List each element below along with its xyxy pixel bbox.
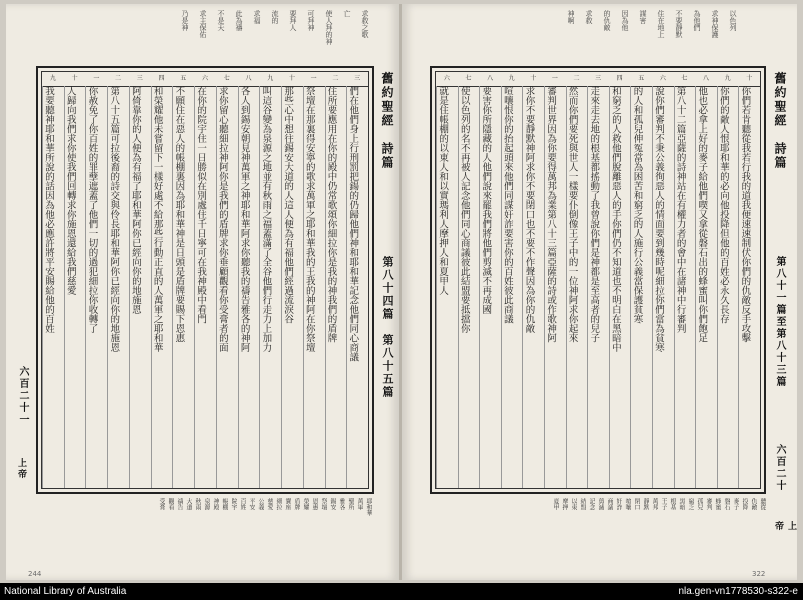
- ruby-gloss: 閉口: [633, 498, 640, 510]
- text-column: [630, 86, 652, 488]
- text-column: [695, 86, 717, 488]
- top-note: 住在地上: [657, 10, 665, 38]
- line-number: 三: [595, 75, 602, 82]
- text-column: [129, 86, 151, 488]
- column-text: 和榮耀他未嘗留下一樣好處不給那些行動正直的人萬軍之耶和華: [151, 86, 163, 352]
- right-text-columns: [436, 86, 760, 488]
- line-number: 十: [71, 75, 78, 82]
- ruby-gloss: 秋雨: [194, 498, 201, 510]
- ruby-gloss: 仇敵: [750, 498, 757, 510]
- column-text: 求你不要靜默神阿求你不要閉口也不要不作聲因為你的仇敵: [523, 86, 535, 333]
- line-number: 三: [354, 75, 361, 82]
- top-note: 亡: [343, 10, 351, 17]
- top-note: 使人拜的神: [325, 10, 333, 45]
- line-number: 八: [245, 75, 252, 82]
- right-page-number-col: [406, 66, 428, 494]
- left-title-col: [375, 66, 397, 494]
- ruby-gloss: 萬邦: [651, 498, 658, 510]
- text-column: [281, 86, 303, 488]
- column-text: 在你的院宇住一日勝似在別處住千日寧可在我神殿中看門: [195, 86, 207, 324]
- ruby-gloss: 靜默: [642, 498, 649, 510]
- column-text: 人歸向我們求你使我們回轉求你施恩還給我們慈愛: [64, 86, 76, 295]
- ruby-gloss: 孤兒: [696, 498, 703, 510]
- column-text: 求你留心聽細拉神阿你是我們的盾牌求你垂顧觀看你受膏者的面: [216, 86, 228, 352]
- left-number-row: [42, 72, 368, 87]
- column-text: 的人和孤兒伸冤當為困苦和窮乏的人施行公義當保護貧寒: [631, 86, 643, 324]
- text-column: [609, 86, 631, 488]
- column-text: 要害你所隱藏的人他們說來罷我們將他們剪滅不再成國: [480, 86, 492, 314]
- line-number: 三: [136, 75, 143, 82]
- footer-left-text: National Library of Australia: [4, 586, 127, 597]
- line-number: 四: [616, 75, 623, 82]
- ruby-gloss: 結盟: [579, 498, 586, 510]
- right-page-number: 六百二十: [774, 444, 785, 492]
- ruby-gloss: 百姓: [239, 498, 246, 510]
- ruby-gloss: 麥子: [732, 498, 739, 510]
- ruby-gloss: 禱告: [176, 498, 183, 510]
- top-note: 不要靜默: [675, 10, 683, 38]
- ruby-gloss: 剪滅: [597, 498, 604, 510]
- left-text-columns: [42, 86, 368, 488]
- column-text: 住所要應用在你的殿中仍常歌頌你細拉你是我的神我們的盾牌: [325, 86, 337, 343]
- column-text: 你們的敵人恨耶和華的必向他投降但他的百姓必永久長存: [717, 86, 729, 324]
- line-number: 七: [465, 75, 472, 82]
- ruby-gloss: 王子: [660, 498, 667, 510]
- ruby-gloss: 錫安: [329, 498, 336, 510]
- left-ruby-strip: [42, 498, 372, 554]
- text-column: [522, 86, 544, 488]
- top-note: 乃是神: [181, 10, 189, 31]
- text-column: [566, 86, 588, 488]
- footer-right-text: nla.gen-vn1778530-s322-e: [678, 586, 798, 597]
- ruby-gloss: 以東: [570, 498, 577, 510]
- text-column: [238, 86, 260, 488]
- text-column: [151, 86, 173, 488]
- line-number: 七: [681, 75, 688, 82]
- ruby-gloss: 萬軍: [356, 498, 363, 510]
- line-number: 一: [551, 75, 558, 82]
- ruby-gloss: 慈愛: [266, 498, 273, 510]
- ruby-gloss: 聖所: [347, 498, 354, 510]
- left-chapter: 第八十四篇 第八十五篇: [381, 256, 394, 399]
- line-number: 四: [158, 75, 165, 82]
- top-note: 此為禱: [235, 10, 243, 31]
- right-handwritten-number: 322: [752, 570, 766, 578]
- line-number: 九: [267, 75, 274, 82]
- column-text: 就是住帳棚的以東人和以實瑪利人摩押人和夏甲人: [437, 86, 449, 295]
- ruby-gloss: 盾牌: [293, 498, 300, 510]
- ruby-gloss: 耶和華: [365, 498, 372, 516]
- ruby-gloss: 磐石: [723, 498, 730, 510]
- top-note: 求福: [253, 10, 261, 24]
- left-page-number: 六百二十一: [17, 366, 28, 426]
- line-number: 一: [93, 75, 100, 82]
- column-text: 你赦免了你百姓的罪孽遮蓋了他們一切的過犯細拉你收轉了: [86, 86, 98, 333]
- line-number: 二: [115, 75, 122, 82]
- top-note: 流的: [271, 10, 279, 24]
- right-title-col: [768, 66, 796, 532]
- text-column: [64, 86, 86, 488]
- column-text: 喧嚷恨你的抬起頭來他們同謀奸詐要害你的百姓彼此商議: [501, 86, 513, 324]
- text-column: [479, 86, 501, 488]
- top-note: 神啊: [567, 10, 575, 24]
- text-column: [42, 86, 64, 488]
- text-column: [652, 86, 674, 488]
- right-number-row: [436, 72, 760, 87]
- top-note: 求救: [585, 10, 593, 24]
- line-number: 一: [310, 75, 317, 82]
- ruby-gloss: 神殿: [212, 498, 219, 510]
- line-number: 十: [288, 75, 295, 82]
- line-number: 九: [49, 75, 56, 82]
- ruby-gloss: 榮耀: [302, 498, 309, 510]
- ruby-gloss: 大道: [185, 498, 192, 510]
- column-text: 使以色列的名不再被人記念他們同心商議彼此結盟要抵擋你: [458, 86, 470, 333]
- column-text: 叫這谷變為泉源之地並有秋雨之福蓋滿了全谷他們行走力上加力: [260, 86, 272, 352]
- column-text: 說你們審判不秉公義徇惡人的情面要到幾時呢細拉你們當為貧寒: [653, 86, 665, 352]
- top-note: 不是天: [217, 10, 225, 31]
- left-title: 舊約聖經 詩篇: [380, 72, 394, 170]
- text-column: [458, 86, 480, 488]
- text-column: [85, 86, 107, 488]
- right-ruby-strip: [436, 498, 766, 554]
- text-column: [717, 86, 739, 488]
- ruby-gloss: 寶座: [284, 498, 291, 510]
- right-section: 上帝: [773, 521, 796, 532]
- column-text: 祭壇在那裏得安寧的歌求萬軍之耶和華我的王我的神阿在你祭壇: [303, 86, 315, 352]
- text-column: [194, 86, 216, 488]
- ruby-gloss: 恩惠: [311, 498, 318, 510]
- ruby-gloss: 審判: [705, 498, 712, 510]
- left-page-number-col: [12, 66, 34, 494]
- column-text: 那些心中想往錫安大道的人這人便為有福他們經過流淚谷: [282, 86, 294, 324]
- text-column: [107, 86, 129, 488]
- ruby-gloss: 觀看: [167, 498, 174, 510]
- column-text: 第八十二篇亞薩的詩神站在有權力者的會中在諸神中行審判: [674, 86, 686, 333]
- right-title: 舊約聖經 詩篇: [773, 72, 787, 170]
- ruby-gloss: 根基: [669, 498, 676, 510]
- column-text: 走來走去地的根基都搖動了我曾說你們是神都是至高者的兒子: [588, 86, 600, 343]
- ruby-gloss: 摩押: [561, 498, 568, 510]
- line-number: 二: [332, 75, 339, 82]
- line-number: 九: [508, 75, 515, 82]
- top-note: 因為他: [621, 10, 629, 31]
- top-note: 求救之歌: [361, 10, 369, 38]
- ruby-gloss: 夏甲: [552, 498, 559, 510]
- footer-bar: [0, 583, 803, 600]
- line-number: 五: [638, 75, 645, 82]
- ruby-gloss: 泉源: [203, 498, 210, 510]
- column-text: 第八十五篇可拉後裔的詩交與伶長耶和華阿你已經向你的地施恩: [108, 86, 120, 352]
- left-handwritten-number: 244: [28, 570, 42, 578]
- text-column: [172, 86, 194, 488]
- ruby-gloss: 細拉: [275, 498, 282, 510]
- ruby-gloss: 記念: [588, 498, 595, 510]
- left-text-frame: [36, 66, 374, 494]
- text-column: [436, 86, 458, 488]
- top-note: 可拜神: [307, 10, 315, 31]
- column-text: 你們若肯聽從我若行我的道我便速速制伏你們的仇敵反手攻擊: [739, 86, 751, 343]
- column-text: 各人到錫安朝見神萬軍之神耶和華阿求你聽我的禱告雅各的神阿: [238, 86, 250, 352]
- line-number: 七: [223, 75, 230, 82]
- column-text: 阿倚靠你的人便為有福了耶和華阿你已經向你的地施恩: [129, 86, 141, 314]
- line-number: 五: [180, 75, 187, 82]
- ruby-gloss: 奸詐: [615, 498, 622, 510]
- column-text: 不願住在惡人的帳棚裏因為耶和華神是日頭是盾牌要賜下恩惠: [173, 86, 185, 343]
- text-column: [544, 86, 566, 488]
- ruby-gloss: 公義: [257, 498, 264, 510]
- column-text: 審判世界因為你要得萬邦為業第八十三篇亞薩的詩或作歌神阿: [545, 86, 557, 343]
- ruby-gloss: 受膏: [158, 498, 165, 510]
- line-number: 十: [746, 75, 753, 82]
- ruby-gloss: 雅各: [338, 498, 345, 510]
- line-number: 八: [487, 75, 494, 82]
- line-number: 六: [201, 75, 208, 82]
- line-number: 十: [530, 75, 537, 82]
- top-note: 為他們: [693, 10, 701, 31]
- text-column: [259, 86, 281, 488]
- ruby-gloss: 祭壇: [320, 498, 327, 510]
- line-number: 二: [573, 75, 580, 82]
- line-number: 六: [659, 75, 666, 82]
- column-text: 然而你們要死與世人一樣要仆倒像王子中的一位神阿求你起來: [566, 86, 578, 343]
- top-note: 求主保佑: [199, 10, 207, 38]
- top-note: 謀害: [639, 10, 647, 24]
- text-column: [346, 86, 368, 488]
- ruby-gloss: 黑暗: [678, 498, 685, 510]
- right-top-notes: [567, 10, 737, 58]
- text-column: [325, 86, 347, 488]
- text-column: [216, 86, 238, 488]
- text-column: [587, 86, 609, 488]
- text-column: [501, 86, 523, 488]
- top-note: 求神保護: [711, 10, 719, 38]
- line-number: 六: [443, 75, 450, 82]
- ruby-gloss: 投降: [741, 498, 748, 510]
- column-text: 我要聽神耶和華所說的話因為他必應許將平安賜給他的百姓: [42, 86, 54, 333]
- ruby-gloss: 聽從: [759, 498, 766, 510]
- column-text: 他也必拿上好的麥子給他們喫又拿從磐石出的蜂蜜叫你們飽足: [696, 86, 708, 343]
- right-text-frame: [430, 66, 766, 494]
- top-note: 的仇敵: [603, 10, 611, 31]
- left-page: [6, 4, 399, 580]
- left-section: 上帝: [16, 458, 26, 480]
- ruby-gloss: 帳棚: [221, 498, 228, 510]
- ruby-gloss: 院宇: [230, 498, 237, 510]
- text-column: [674, 86, 696, 488]
- ruby-gloss: 商議: [606, 498, 613, 510]
- right-chapter: 第八十一篇至第八十三篇: [774, 256, 785, 388]
- line-number: 九: [724, 75, 731, 82]
- column-text: 們在他們身上行刑罰把鍚的仍歸他們神和耶和華記念他們同心商議: [347, 86, 359, 362]
- ruby-gloss: 窮乏: [687, 498, 694, 510]
- text-column: [303, 86, 325, 488]
- top-note: 以色列: [729, 10, 737, 31]
- ruby-gloss: 平安: [248, 498, 255, 510]
- top-note: 要拜人: [289, 10, 297, 31]
- column-text: 和窮乏的人救他們脫離惡人的手你們仍不知道也不明白在黑暗中: [609, 86, 621, 352]
- ruby-gloss: 蜂蜜: [714, 498, 721, 510]
- text-column: [738, 86, 760, 488]
- ruby-gloss: 喧嚷: [624, 498, 631, 510]
- line-number: 八: [703, 75, 710, 82]
- right-page: [402, 4, 797, 580]
- left-top-notes: [181, 10, 369, 58]
